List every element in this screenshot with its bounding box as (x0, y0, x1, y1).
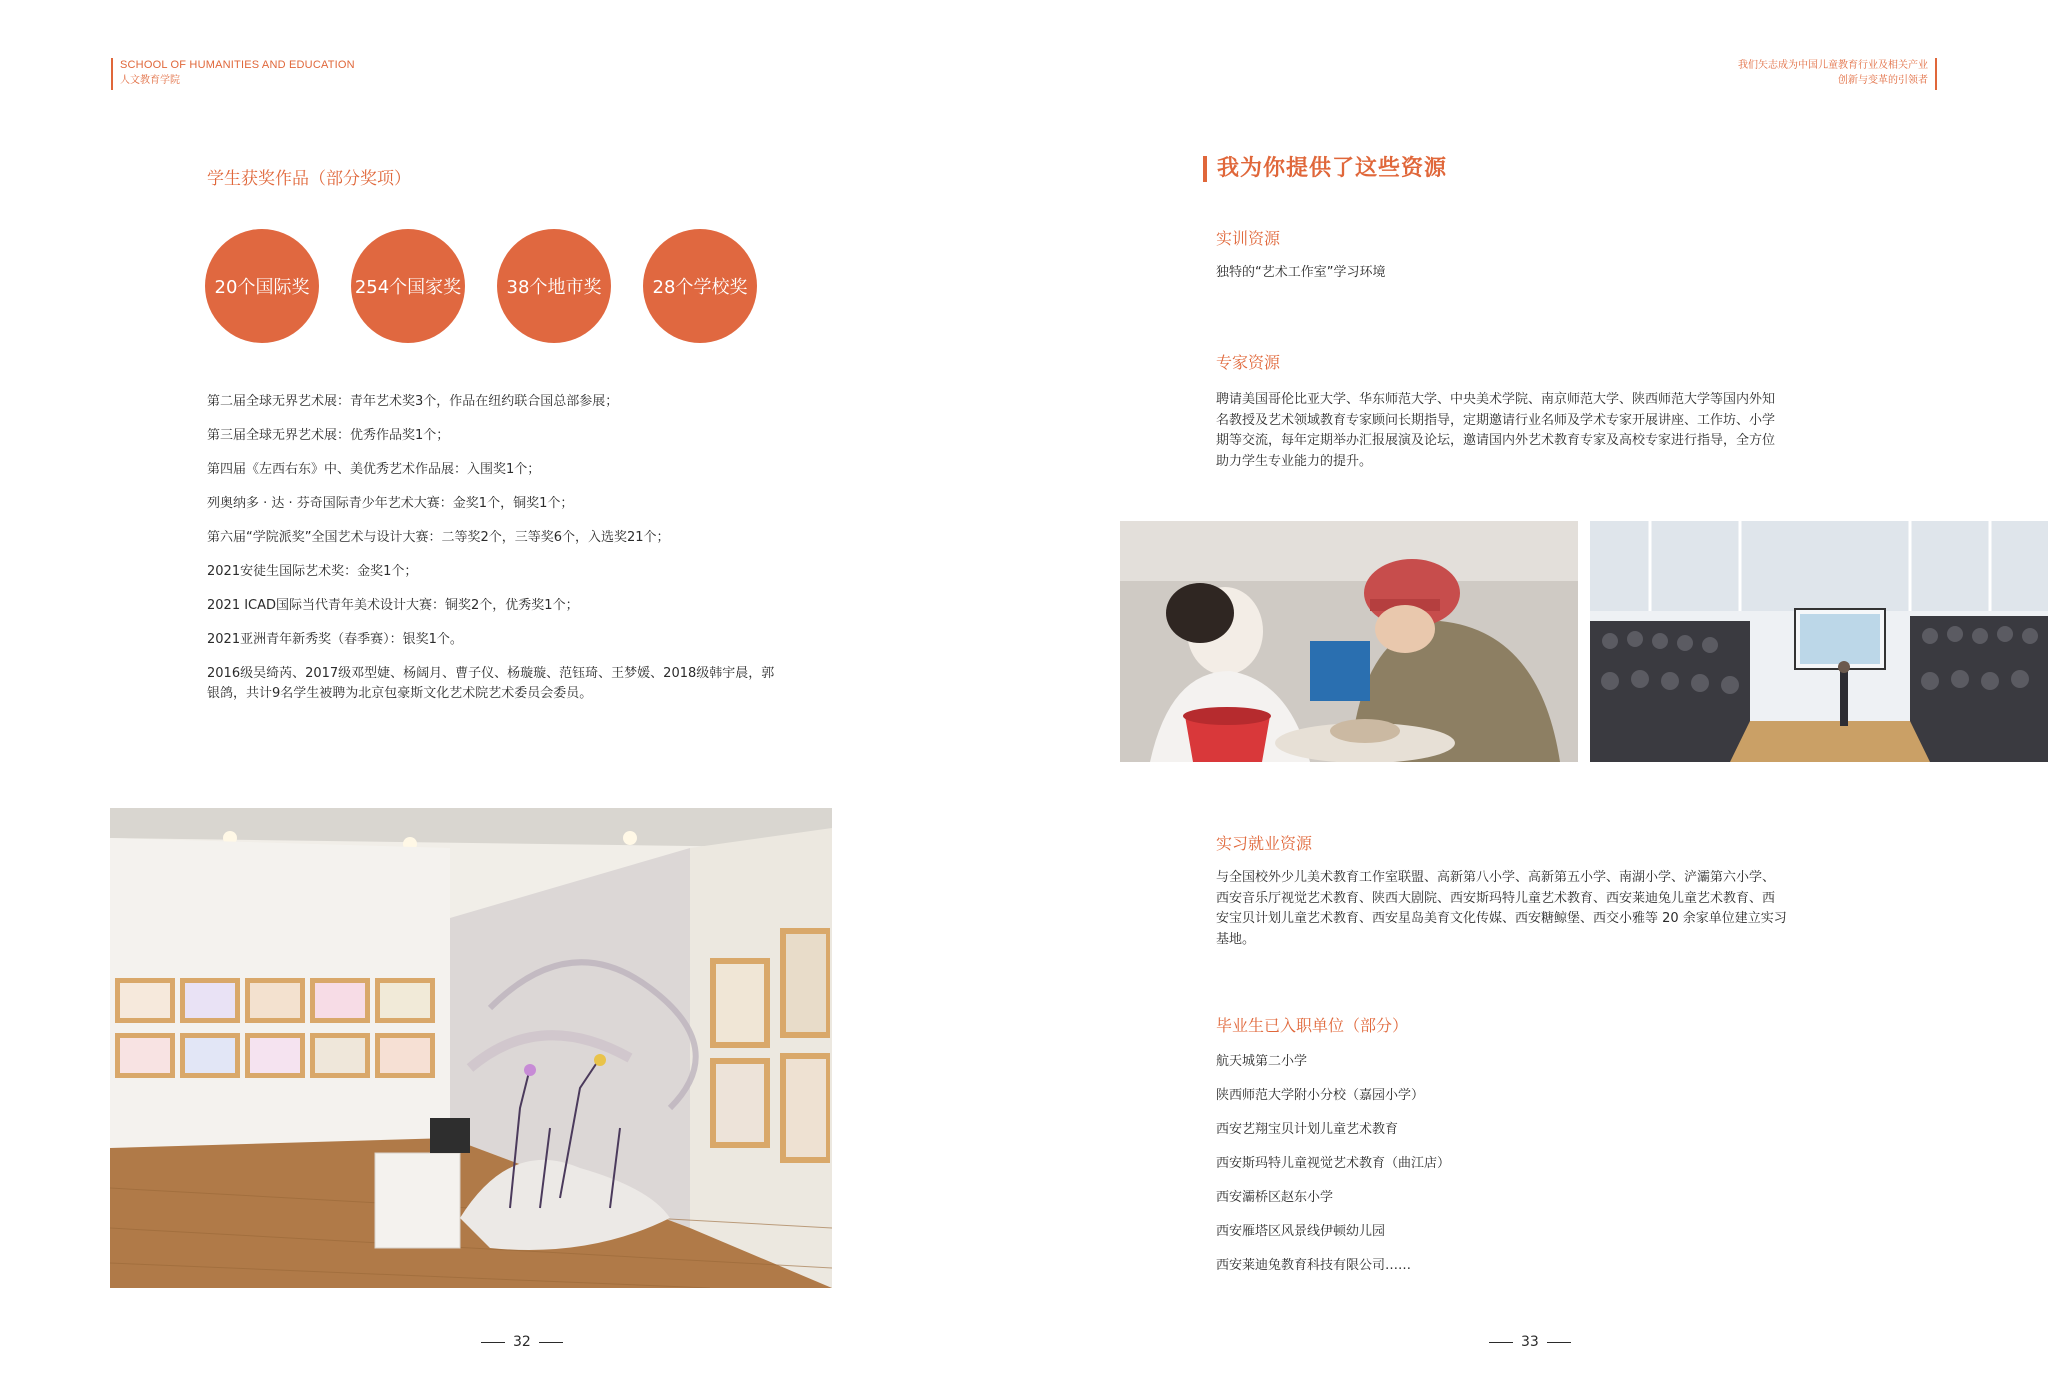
internship-line: 西安音乐厅视觉艺术教育、陕西大剧院、西安斯玛特儿童艺术教育、西安莱迪兔儿童艺术教育、西 (1216, 890, 1776, 906)
school-name-cn: 人文教育学院 (120, 75, 180, 86)
award-stats (205, 229, 765, 343)
internship-line: 安宝贝计划儿童艺术教育、西安星岛美育文化传媒、西安糖鲸堡、西交小雅等 20 余家单位建立实习 (1216, 911, 1787, 926)
award-stat-city: 38个地市奖 (497, 229, 611, 343)
graduate-employer-item: 西安斯玛特儿童视觉艺术教育（曲江店） (1216, 1156, 1451, 1171)
internship-line: 基地。 (1216, 931, 1256, 947)
graduate-employer-item: 西安艺翔宝贝计划儿童艺术教育 (1216, 1122, 1399, 1137)
internship-line: 与全国校外少儿美术教育工作室联盟、高新第八小学、高新第五小学、南湖小学、浐灞第六小学、 (1216, 870, 1776, 885)
experts-line: 助力学生专业能力的提升。 (1216, 453, 1373, 469)
experts-heading: 专家资源 (1216, 353, 1281, 372)
experts-line: 聘请美国哥伦比亚大学、华东师范大学、中央美术学院、南京师范大学、陕西师范大学等国内外知 (1216, 392, 1776, 407)
awards-list (207, 392, 847, 718)
experts-line: 期等交流，每年定期举办汇报展演及论坛，邀请国内外艺术教育专家及高校专家进行指导，全方位 (1216, 433, 1776, 448)
page-number-text: 32 (513, 1334, 531, 1350)
graduate-employer-item: 航天城第二小学 (1216, 1054, 1308, 1069)
resources-main-title: 我为你提供了这些资源 (1203, 156, 1447, 182)
award-item: 第二届全球无界艺术展：青年艺术奖3个，作品在纽约联合国总部参展； (207, 394, 619, 409)
graduate-employer-item: 西安灞桥区赵东小学 (1216, 1190, 1334, 1205)
gallery-exhibition-illustration (110, 808, 832, 1288)
header-right (1738, 58, 1937, 90)
pottery-class-photo (1120, 521, 1578, 762)
pottery-class-illustration (1120, 521, 1578, 762)
award-item: 第四届《左西右东》中、美优秀艺术作品展：入围奖1个； (207, 462, 541, 477)
lecture-hall-photo (1590, 521, 2048, 762)
page-number-dash (1547, 1342, 1571, 1343)
gallery-exhibition-photo (110, 808, 832, 1288)
experts-line: 名教授及艺术领域教育专家顾问长期指导，定期邀请行业名师及学术专家开展讲座、工作坊、小学 (1216, 412, 1776, 428)
award-item-committee-line2: 银鸽，共计9名学生被聘为北京包豪斯文化艺术院艺术委员会委员。 (207, 686, 593, 701)
award-stat-international: 20个国际奖 (205, 229, 319, 343)
award-item: 2021亚洲青年新秀奖（春季赛）：银奖1个。 (207, 632, 463, 647)
header-left (111, 58, 355, 90)
graduate-employer-item: 陕西师范大学附小分校（嘉园小学） (1216, 1088, 1425, 1103)
graduates-list (1216, 1052, 1450, 1290)
page-number-dash (1489, 1342, 1513, 1343)
school-name-en: SCHOOL OF HUMANITIES AND EDUCATION (120, 59, 355, 71)
graduate-employer-item: 西安雁塔区风景线伊顿幼儿园 (1216, 1224, 1386, 1239)
award-item: 第六届“学院派奖”全国艺术与设计大赛：二等奖2个，三等奖6个，入选奖21个； (207, 530, 670, 545)
award-stat-national: 254个国家奖 (351, 229, 465, 343)
page-number-text: 33 (1521, 1334, 1539, 1350)
award-item-committee-line1: 2016级吴绮芮、2017级邓型婕、杨阔月、曹子仪、杨璇璇、范钰琦、王梦媛、2018级韩宇晨，郭 (207, 666, 775, 681)
slogan-line-2: 创新与变革的引领者 (1838, 75, 1928, 86)
slogan-line-1: 我们矢志成为中国儿童教育行业及相关产业 (1738, 60, 1928, 71)
page-number-dash (539, 1342, 563, 1343)
internship-text (1216, 868, 1844, 950)
award-stat-school: 28个学校奖 (643, 229, 757, 343)
training-text: 独特的“艺术工作室”学习环境 (1216, 265, 1386, 280)
lecture-hall-illustration (1590, 521, 2048, 762)
awards-section-title: 学生获奖作品（部分奖项） (207, 169, 411, 189)
training-heading: 实训资源 (1216, 229, 1281, 248)
page-number-right (1489, 1334, 1571, 1350)
graduate-employer-item: 西安莱迪兔教育科技有限公司…… (1216, 1258, 1412, 1273)
internship-heading: 实习就业资源 (1216, 834, 1313, 853)
page-number-left (481, 1334, 563, 1350)
award-item: 2021 ICAD国际当代青年美术设计大赛：铜奖2个，优秀奖1个； (207, 598, 579, 613)
award-item: 第三届全球无界艺术展：优秀作品奖1个； (207, 428, 450, 443)
award-item: 列奥纳多 · 达 · 芬奇国际青少年艺术大赛：金奖1个，铜奖1个； (207, 496, 574, 511)
award-item: 2021安徒生国际艺术奖：金奖1个； (207, 564, 418, 579)
experts-text (1216, 390, 1844, 472)
graduates-heading: 毕业生已入职单位（部分） (1216, 1016, 1409, 1035)
page-number-dash (481, 1342, 505, 1343)
